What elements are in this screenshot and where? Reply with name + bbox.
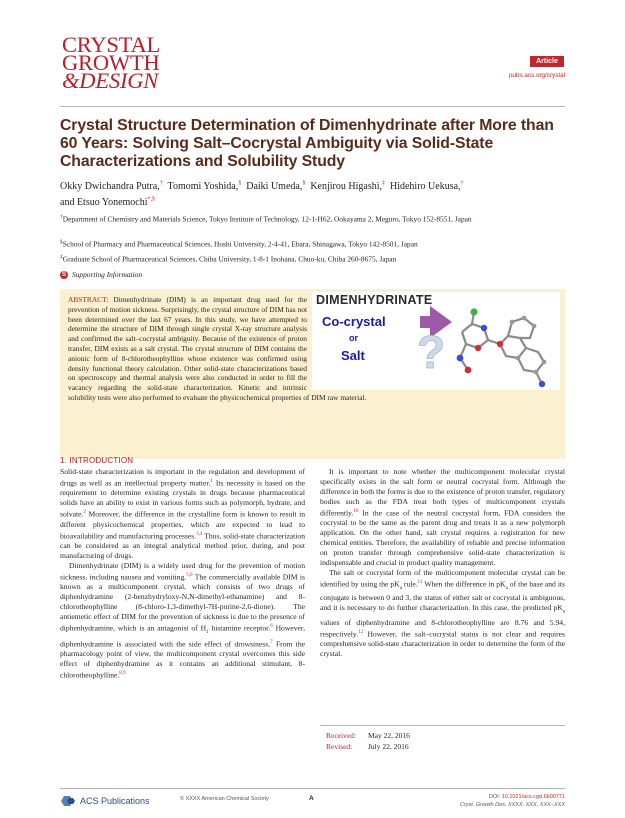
abstract-label: ABSTRACT:: [68, 295, 109, 304]
body-column-right: [320, 467, 565, 659]
supporting-info-icon: S: [61, 271, 66, 278]
journal-citation: Cryst. Growth Des. XXXX, XXX, XXX−XXX: [460, 801, 565, 808]
received-label: Received:: [326, 731, 356, 740]
paragraph: Solid-state characterization is important in the regulation and development of drugs as well as an intellectual property matter.$^1$ Its necessity is based on the requirement to determine existing crystals in drugs because pharmaceutical solids have an ability to exist in various forms such as polymorph, hydrate, and solvate.$^2$ Moreover, the difference in the crystalline form is known to result in different physicochemical properties, which are expected to lead to bioavailability and manufacturing processes.$^{3,4}$ Thus, solid-state characterization can be considered as an integral analytical method prior, during, and post manufacturing of drugs.: [60, 467, 305, 560]
copyright: © XXXX American Chemical Society: [180, 796, 269, 802]
toc-question-icon: ?: [417, 326, 446, 378]
paragraph: Dimenhydrinate (DIM) is a widely used drug for the prevention of motion sickness, including nausea and vomiting.$^{5,6}$ The commercially available DIM is known as a multicomponent crystal, which consists of two drugs of diphenhydramine (2-benzhydryloxy-N,N-dimethyl-ethanamine) and 8-chlorotheophylline (8-chloro-1,3-dimethyl-7H-purine-2,6-dione). The antiemetic effect of DIM for the prevention of sickness is due to the presence of diphenhydramine, which is an antagonist of $H_1$ histamine receptor.$^6$ However, diphenhydramine is associated with the side effect of drowsiness.$^7$ From the pharmacology point of view, the multicomponent crystal overcomes this side effect of diphenhydramine as it contains an additional stimulant, 8-chlorotheophylline.$^{8,9}$: [60, 560, 306, 680]
article-dates: [326, 730, 410, 752]
header-divider: [60, 106, 565, 107]
author[interactable]: Hidehiro Uekusa,†: [389, 181, 464, 193]
dates-divider: [320, 725, 565, 726]
citation-block: DOI: 10.1021/acs.cgd.6b00771 Cryst. Growth Des. XXXX, XXX, XXX−XXX: [420, 794, 565, 809]
journal-url-link[interactable]: pubs.acs.org/crystal: [509, 72, 565, 79]
toc-or-label: or: [349, 333, 358, 343]
affiliation: §School of Pharmacy and Pharmaceutical Sciences, Hoshi University, 2-4-41, Ebara, Shinagawa, Tokyo 142-8501, Japan: [60, 239, 418, 249]
toc-title: DIMENHYDRINATE: [316, 293, 433, 307]
acs-publications-logo[interactable]: [60, 795, 150, 807]
affiliation: †Department of Chemistry and Materials Science, Tokyo Institute of Technology, 12-1-H62, Ookayama 2, Meguro, Tokyo 152-8551, Japan: [60, 214, 472, 224]
author[interactable]: and Etsuo Yonemochi*,§: [60, 196, 155, 209]
publisher-name: ACS Publications: [80, 796, 150, 806]
author[interactable]: Tomomi Yoshida,§: [167, 181, 242, 193]
toc-salt-label: Salt: [341, 348, 365, 363]
revised-label: Revised:: [326, 742, 353, 751]
section-heading-introduction: 1. INTRODUCTION: [60, 456, 134, 465]
journal-logo: [62, 32, 172, 93]
paper-title: Crystal Structure Determination of Dimenhydrinate after More than 60 Years: Solving Salt–Cocrystal Ambiguity via Solid-State Characterizations and Solubility Study: [60, 117, 554, 170]
paragraph: The salt or cocrystal form of the multicomponent molecular crystal can be identified by using the $pK_a$ rule.$^{11}$ When the difference in $pK_a$ of the base and its conjugate is between 0 and 3, the status of either salt or cocrystal is ambiguous, and it is necessary to do further characterization. In this case, the predicted $pK_a$ values of diphenhydramine and 8-chlorotheophylline are 8.76 and 5.94, respectively.$^{12}$ However, the salt–cocrystal status is not clear and requires comprehensive solid-state characterization in order to determine the form of the crystal.: [320, 567, 565, 659]
affiliation: ‡Graduate School of Pharmaceutical Sciences, Chiba University, 1-8-1 Inohana, Chuo-ku, Chiba 260-8675, Japan: [60, 254, 397, 264]
toc-cocrystal-label: Co-crystal: [322, 314, 386, 329]
supporting-info-label: Supporting Information: [72, 270, 143, 279]
article-type-badge: Article: [530, 56, 564, 67]
page-number: A: [309, 795, 314, 802]
author[interactable]: Daiki Umeda,§: [246, 181, 306, 193]
abstract-body: Dimenhydrinate (DIM) is an important drug used for the prevention of motion sickness. Surprisingly, the crystal structure of DIM has not been determined over the last 67 years. In this study, we have attempted to determine the structure of DIM through single crystal X-ray structure analysis and confirmed the salt–cocrystal ambiguity. Because of the existence of proton transfer, DIM exists as a salt crystal. The crystal structure of DIM contains the anionic form of 8-chlorotheophylline whose existence was confirmed using density functional theory calculation. Other solid-state characterizations based on spectroscopy and thermal analysis were also conducted in order to fill the vacancy regarding the solid-state characterization. Kinetic and intrinsic solubility tests were also performed to evaluate the physicochemical properties of DIM raw material.: [68, 295, 367, 402]
doi-link[interactable]: 10.1021/acs.cgd.6b00771: [501, 794, 565, 800]
logo-line-1: CRYSTAL: [62, 32, 161, 57]
author-list: [60, 178, 565, 210]
body-column-left: [60, 467, 305, 680]
footer-divider: [60, 788, 565, 789]
paragraph: It is important to note whether the multicomponent molecular crystal specifically exists in the salt form or neutral cocrystal form. Although the difference in both the forms is due to the existence of proton transfer, regulatory bodies such as the FDA treat both types of multicomponent crystals differently.$^{10}$ In the case of the neutral cocrystal form, FDA considers the cocrystal to be the same as the parent drug and treats it as a new polymorph application. On the other hand, salt crystal requires a registration for new chemical entities. Therefore, the availability of reliable and precise information on proton transfer through comprehensive solid-state characterization is indispensable and crucial in product quality management.: [320, 467, 565, 567]
author[interactable]: Kenjirou Higashi,‡: [310, 181, 385, 193]
logo-line-2: GROWTH: [62, 50, 160, 75]
toc-molecule-bonds: [460, 312, 544, 384]
toc-molecule-graphic: [312, 292, 560, 390]
supporting-information-link[interactable]: [60, 270, 142, 279]
logo-line-3: &DESIGN: [62, 68, 159, 93]
author[interactable]: Okky Dwichandra Putra,†: [60, 181, 163, 193]
revised-date: July 22, 2016: [368, 742, 409, 751]
acs-hexagon-icon: [60, 795, 76, 807]
received-date: May 22, 2016: [368, 731, 410, 740]
